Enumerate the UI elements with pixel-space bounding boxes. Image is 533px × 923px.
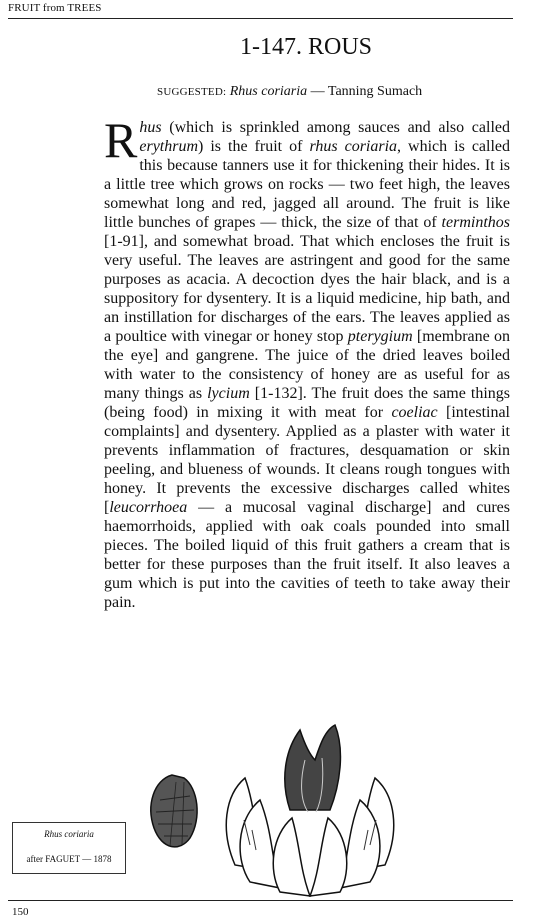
- body-text: (which is sprinkled among sauces and also called: [161, 119, 510, 136]
- body-italic-erythrum: erythrum: [139, 138, 199, 155]
- body-text: [membrane on the eye] and gangrene. The juice of the dried leaves boiled with water to the consistency of honey are as useful for as many things as: [104, 328, 510, 402]
- body-italic-rhus: hus: [139, 119, 162, 136]
- botanical-illustration: [140, 700, 440, 900]
- suggested-line: [157, 84, 422, 100]
- top-rule: [8, 18, 513, 19]
- body-italic-terminthos: terminthos: [441, 214, 510, 231]
- running-head: FRUIT from TREES: [8, 2, 102, 14]
- entry-body: [104, 112, 511, 612]
- body-text: ) is the fruit of: [198, 138, 310, 155]
- drop-cap: R: [104, 112, 138, 168]
- body-text: , which is called this because tanners use it for thickening their hides. It is a little tree which grows on rocks — two feet high, the leaves somewhat long and red, jagged all around. The fruit is like little bunches of grapes — thick, the size of that of: [104, 138, 511, 231]
- body-italic-rhus-coriaria: rhus coriaria: [309, 138, 398, 155]
- caption-species: Rhus coriaria: [44, 829, 94, 839]
- caption-credit: after FAGUET — 1878: [26, 854, 112, 864]
- suggested-label: SUGGESTED:: [157, 86, 227, 98]
- entry-title: 1-147. ROUS: [240, 34, 373, 60]
- seed-illustration: [151, 775, 197, 847]
- body-text: [1-132]. The fruit does the same things (being food) in mixing it with meat for: [104, 385, 511, 421]
- flower-illustration: [226, 725, 393, 896]
- bottom-rule: [8, 900, 513, 901]
- body-text: [1-91], and somewhat broad. That which encloses the fruit is very useful. The leaves are astringent and good for the same purposes as acacia. A decoction dyes the hair black, and is a suppository for dysentery. It is a liquid medicine, hip bath, and an instillation for discharges of the ears. The leaves applied as a poultice with vinegar or honey stop: [104, 233, 510, 345]
- figure-caption-box: [12, 822, 126, 874]
- body-italic-leucorrhoea: leucorrhoea: [109, 499, 188, 516]
- body-italic-lycium: lycium: [207, 385, 250, 402]
- body-italic-pterygium: pterygium: [347, 328, 413, 345]
- body-text: — a mucosal vaginal discharge] and cures haemorrhoids, applied with oak coals pounded into small pieces. The boiled liquid of this fruit gathers a cream that is better for these purposes than the fruit itself. It also leaves a gum which is put into the cavities of teeth to take away their pain.: [104, 499, 510, 611]
- page-number: 150: [12, 906, 29, 918]
- species-name: Rhus coriaria: [229, 84, 308, 99]
- common-name: — Tanning Sumach: [310, 84, 423, 99]
- body-text: [intestinal complaints] and dysentery. Applied as a plaster with water it prevents inflammation of fractures, desquamation or skin peeling, and blueness of wounds. It cleans rough tongues with honey. It prevents the excessive discharges called whites [: [104, 404, 511, 516]
- body-italic-coeliac: coeliac: [391, 404, 438, 421]
